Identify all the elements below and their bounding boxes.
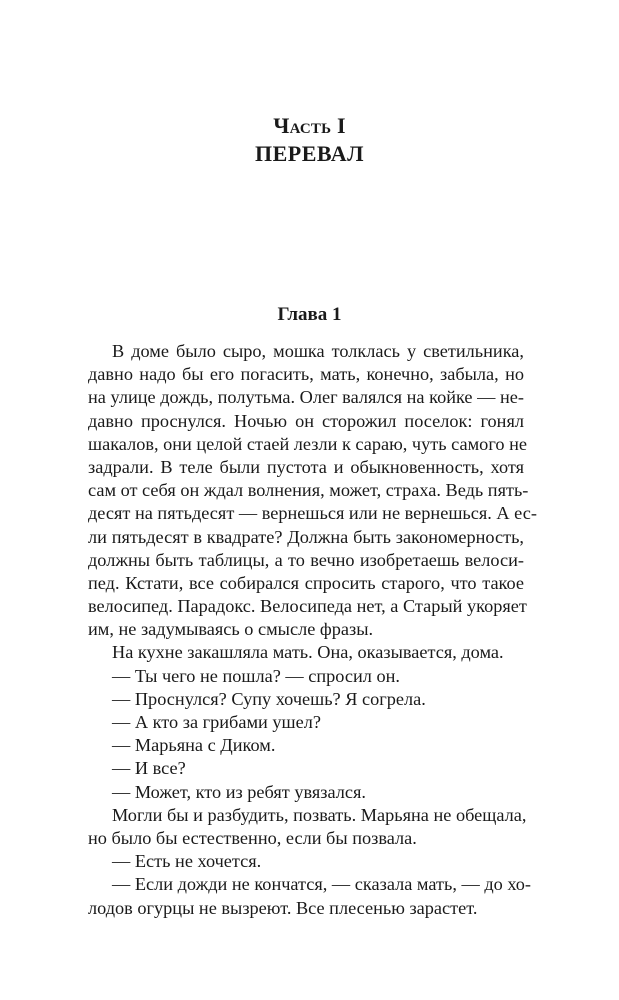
- text-line: В доме было сыро, мошка толклась у светильника,: [112, 341, 524, 361]
- text-line: должны быть таблицы, а то вечно изобретаешь велоси-: [88, 549, 524, 570]
- text-line: лодов огурцы не вызреют. Все плесенью зарастет.: [88, 897, 478, 918]
- text-line: задрали. В теле были пустота и обыкновенность, хотя: [88, 456, 524, 477]
- text-line: — Марьяна с Диком.: [112, 735, 276, 756]
- text-line: — Проснулся? Супу хочешь? Я согрела.: [112, 688, 426, 709]
- text-line: — А кто за грибами ушел?: [112, 712, 321, 732]
- chapter-body: [88, 340, 537, 920]
- part-name: ПЕРЕВАЛ: [255, 141, 364, 166]
- text-line: им, не задумываясь о смысле фразы.: [88, 619, 374, 640]
- text-line: пед. Кстати, все собирался спросить старого, что такое: [88, 572, 524, 593]
- text-line: давно надо бы его погасить, мать, конечно, забыла, но: [88, 364, 524, 385]
- text-line: — Есть не хочется.: [112, 851, 262, 872]
- chapter-title: Глава 1: [277, 304, 342, 325]
- text-line: — Если дожди не кончатся, — сказала мать, — до хо-: [112, 874, 532, 895]
- text-line: сам от себя он ждал волнения, может, страха. Ведь пять-: [88, 480, 529, 501]
- text-line: ли пятьдесят в квадрате? Должна быть закономерность,: [88, 526, 524, 547]
- text-line: Могли бы и разбудить, позвать. Марьяна не обещала,: [112, 804, 527, 825]
- text-line: десят на пятьдесят — вернешься или не вернешься. А ес-: [88, 503, 537, 524]
- text-line: но было бы естественно, если бы позвала.: [88, 827, 417, 848]
- text-line: шакалов, они целой стаей лезли к сараю, чуть самого не: [88, 433, 527, 454]
- text-line: давно проснулся. Ночью он сторожил поселок: гонял: [88, 410, 524, 431]
- text-line: велосипед. Парадокс. Велосипеда нет, а Старый укоряет: [88, 596, 527, 617]
- text-line: на улице дождь, полутьма. Олег валялся на койке — не-: [88, 387, 524, 408]
- text-line: — Ты чего не пошла? — спросил он.: [112, 665, 400, 686]
- text-line: — И все?: [112, 758, 186, 779]
- part-label-text: Часть I: [273, 113, 346, 138]
- text-line: — Может, кто из ребят увязался.: [112, 781, 366, 802]
- part-label: [0, 112, 619, 140]
- text-line: На кухне закашляла мать. Она, оказывается, дома.: [112, 642, 504, 663]
